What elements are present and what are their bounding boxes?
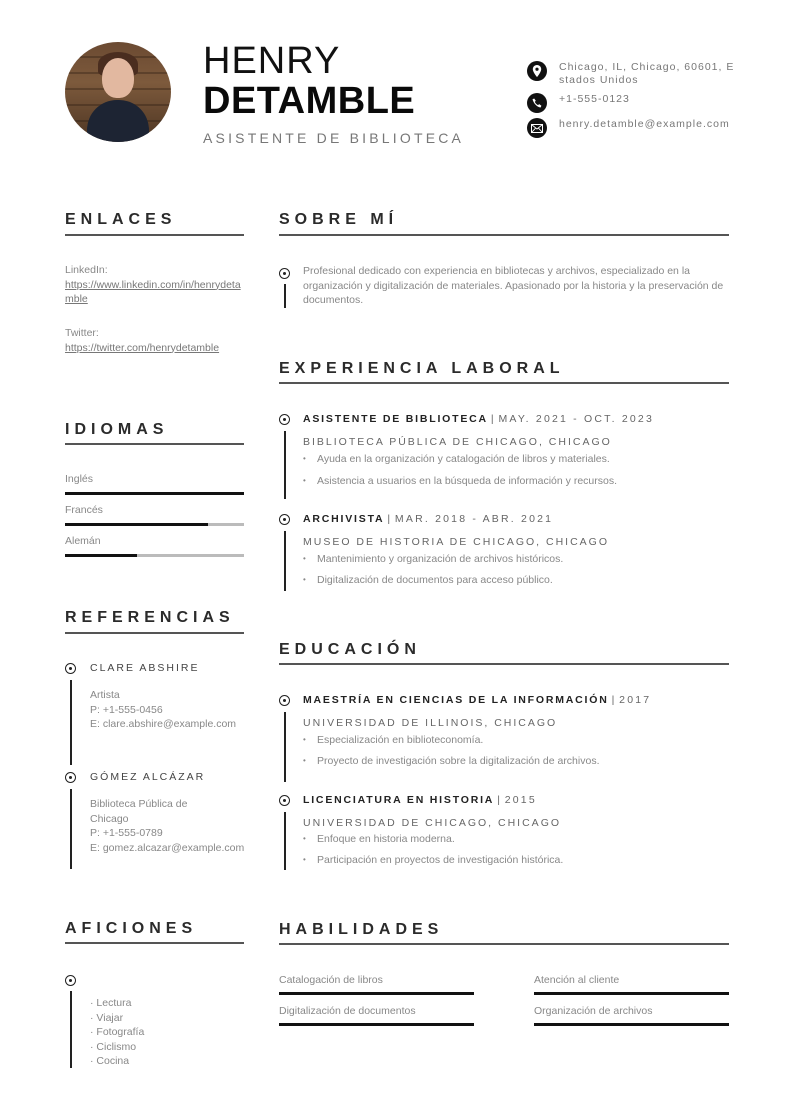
hobby-item: · Lectura <box>90 997 132 1009</box>
language-english-bar <box>65 492 244 495</box>
references-heading: REFERENCIAS <box>65 609 235 626</box>
twitter-label: Twitter: <box>65 327 99 339</box>
hobby-item: · Fotografía <box>90 1026 145 1038</box>
job-bullet: • Digitalización de documentos para acceso público. <box>303 574 553 586</box>
education-heading: EDUCACIÓN <box>279 641 421 658</box>
skill-label: Organización de archivos <box>534 1005 653 1017</box>
degree-line: LICENCIATURA EN HISTORIA | 2015 <box>303 794 537 806</box>
job-organization: MUSEO DE HISTORIA DE CHICAGO, CHICAGO <box>303 536 610 548</box>
education-divider <box>279 663 729 665</box>
job-title-line: ASISTENTE DE BIBLIOTECA | MAY. 2021 - OCT. 2023 <box>303 413 654 425</box>
phone-icon <box>527 93 547 113</box>
address-text: Chicago, IL, Chicago, 60601, Estados Unidos <box>559 61 735 86</box>
hobbies-divider <box>65 942 244 944</box>
links-heading: ENLACES <box>65 211 177 228</box>
phone-text: +1-555-0123 <box>559 93 630 105</box>
skill-bar <box>534 1023 729 1026</box>
education-bullet: • Proyecto de investigación sobre la digitalización de archivos. <box>303 755 600 767</box>
skill-bar <box>534 992 729 995</box>
job-bullet: • Mantenimiento y organización de archivos históricos. <box>303 553 563 565</box>
school-name: UNIVERSIDAD DE CHICAGO, CHICAGO <box>303 817 562 829</box>
timeline-dot-icon <box>279 414 290 425</box>
reference-name: CLARE ABSHIRE <box>90 662 200 674</box>
timeline-dot-icon <box>279 514 290 525</box>
skills-divider <box>279 943 729 945</box>
language-english: Inglés <box>65 473 94 485</box>
references-divider <box>65 632 244 634</box>
skill-label: Atención al cliente <box>534 974 620 986</box>
reference-name: GÓMEZ ALCÁZAR <box>90 771 206 783</box>
skill-bar <box>279 992 474 995</box>
timeline-line <box>70 991 72 1068</box>
first-name: HENRY <box>203 40 341 82</box>
timeline-dot-icon <box>65 772 76 783</box>
language-french: Francés <box>65 504 103 516</box>
languages-heading: IDIOMAS <box>65 421 169 438</box>
timeline-dot-icon <box>65 975 76 986</box>
timeline-line <box>284 712 286 782</box>
timeline-dot-icon <box>279 795 290 806</box>
skill-label: Catalogación de libros <box>279 974 383 986</box>
reference-role: Biblioteca Pública de Chicago <box>90 798 188 825</box>
timeline-dot-icon <box>279 268 290 279</box>
language-german: Alemán <box>65 535 101 547</box>
languages-divider <box>65 443 244 445</box>
reference-email: E: gomez.alcazar@example.com <box>90 841 245 854</box>
twitter-entry <box>65 326 245 355</box>
timeline-line <box>284 284 286 308</box>
reference-phone: P: +1-555-0456 <box>90 703 163 716</box>
contact-phone <box>527 93 737 113</box>
timeline-dot-icon <box>65 663 76 674</box>
contact-email[interactable] <box>527 118 737 138</box>
timeline-line <box>70 680 72 765</box>
job-title: ASISTENTE DE BIBLIOTECA <box>203 130 465 146</box>
linkedin-label: LinkedIn: <box>65 264 108 276</box>
language-german-bar <box>65 554 244 557</box>
skill-label: Digitalización de documentos <box>279 1005 416 1017</box>
reference-email: E: clare.abshire@example.com <box>90 718 237 730</box>
experience-divider <box>279 382 729 384</box>
skills-heading: HABILIDADES <box>279 921 444 938</box>
profile-photo <box>65 42 171 142</box>
about-heading: SOBRE MÍ <box>279 211 399 228</box>
education-bullet: • Especialización en biblioteconomía. <box>303 734 483 746</box>
reference-role: Artista <box>90 689 120 701</box>
linkedin-entry <box>65 263 245 307</box>
reference-details <box>90 797 245 855</box>
timeline-line <box>284 431 286 499</box>
job-bullet: • Ayuda en la organización y catalogación de libros y materiales. <box>303 453 610 465</box>
about-divider <box>279 234 729 236</box>
last-name: DETAMBLE <box>203 80 416 122</box>
job-bullet: • Asistencia a usuarios en la búsqueda de información y recursos. <box>303 475 617 487</box>
language-french-bar <box>65 523 244 526</box>
hobby-item: · Ciclismo <box>90 1040 137 1053</box>
reference-phone: P: +1-555-0789 <box>90 827 163 839</box>
hobbies-heading: AFICIONES <box>65 920 198 937</box>
experience-heading: EXPERIENCIA LABORAL <box>279 360 565 377</box>
links-divider <box>65 234 244 236</box>
timeline-line <box>284 531 286 591</box>
email-text[interactable]: henry.detamble@example.com <box>559 118 730 130</box>
about-text: Profesional dedicado con experiencia en bibliotecas y archivos, especializado en la organización y digitalización de materiales. Apasionado por la historia y la preservación de documentos. <box>303 265 724 306</box>
education-bullet: • Participación en proyectos de investigación histórica. <box>303 854 563 866</box>
degree-line: MAESTRÍA EN CIENCIAS DE LA INFORMACIÓN | 2017 <box>303 694 652 706</box>
skill-bar <box>279 1023 474 1026</box>
job-organization: BIBLIOTECA PÚBLICA DE CHICAGO, CHICAGO <box>303 436 612 448</box>
twitter-link[interactable]: https://twitter.com/henrydetamble <box>65 341 220 354</box>
linkedin-link[interactable]: https://www.linkedin.com/in/henrydetamble <box>65 278 241 305</box>
school-name: UNIVERSIDAD DE ILLINOIS, CHICAGO <box>303 717 558 729</box>
location-pin-icon <box>527 61 547 81</box>
hobby-list <box>90 996 144 1069</box>
job-title-line: ARCHIVISTA | MAR. 2018 - ABR. 2021 <box>303 513 554 525</box>
reference-details <box>90 688 245 732</box>
timeline-line <box>284 812 286 870</box>
mail-icon <box>527 118 547 138</box>
hobby-item: · Viajar <box>90 1011 124 1024</box>
hobby-item: · Cocina <box>90 1055 130 1067</box>
education-bullet: • Enfoque en historia moderna. <box>303 833 455 845</box>
timeline-dot-icon <box>279 695 290 706</box>
contact-address <box>527 61 737 87</box>
timeline-line <box>70 789 72 869</box>
